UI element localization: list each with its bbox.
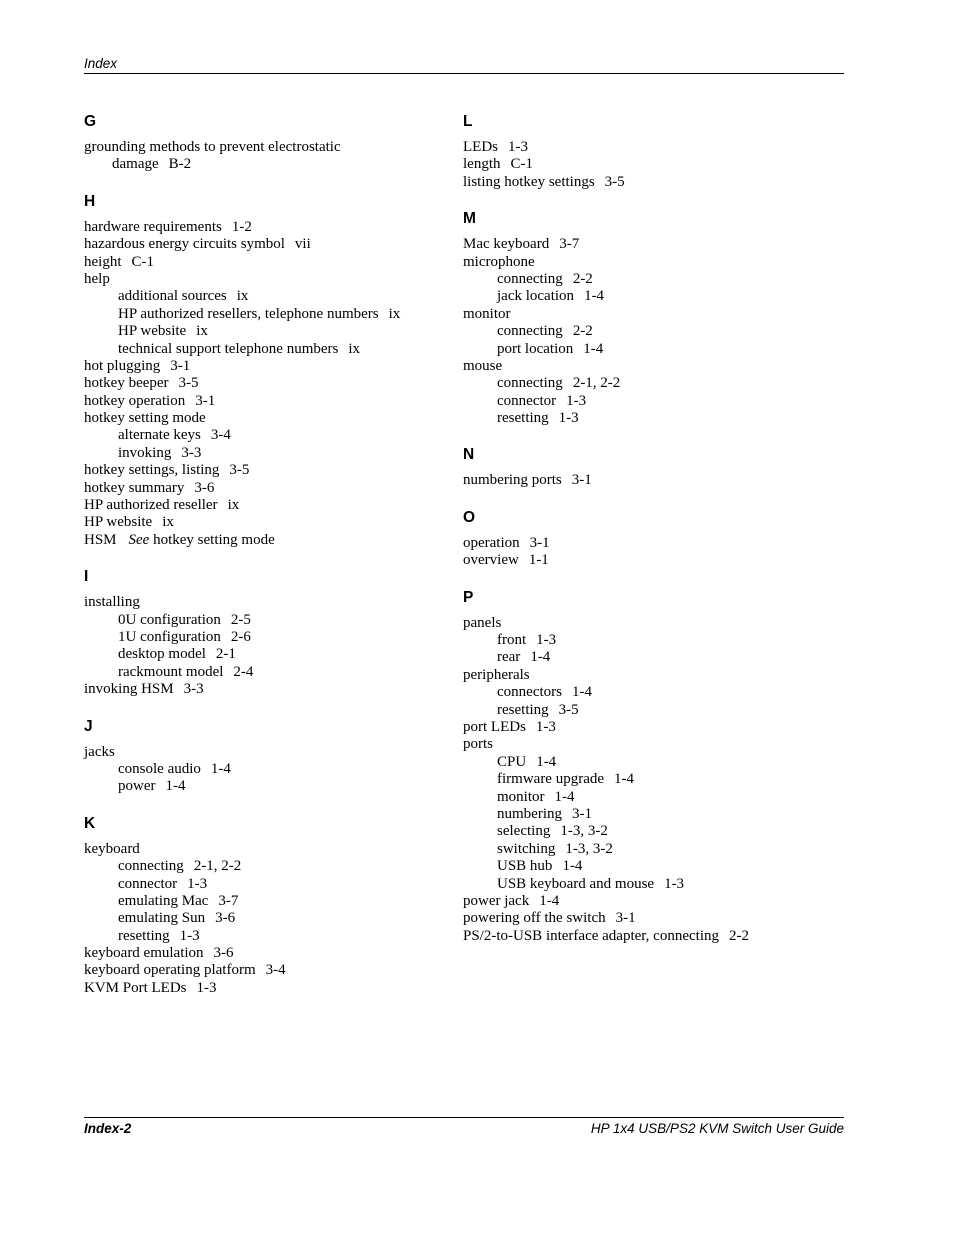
entry-text: keyboard [84,840,140,857]
index-subentry [463,632,833,649]
index-subentry [463,684,833,701]
index-entry [84,594,454,611]
entry-text: HP authorized reseller [84,497,218,514]
page-ref: 1-3 [196,979,217,996]
index-entry [463,358,833,375]
page-ref: 1-3, 3-2 [560,823,608,840]
entry-text: hotkey beeper [84,375,169,392]
entry-text: port location [497,340,574,357]
index-entry [463,139,833,156]
index-entry-continuation [84,156,454,173]
index-subentry [84,445,454,462]
page-ref: ix [162,514,174,531]
section-letter: J [84,717,93,735]
entry-text: height [84,253,122,270]
page-ref: 2-1, 2-2 [572,375,621,392]
index-subentry [84,858,454,875]
page-ref: 3-6 [213,945,234,962]
entry-text: connecting [497,270,563,287]
page-ref: 1-4 [614,771,635,788]
index-entry [463,719,833,736]
index-subentry [463,789,833,806]
page-ref: 3-4 [210,427,231,444]
index-entry [463,472,833,489]
entry-text: keyboard emulation [84,945,204,962]
index-subentry [84,761,454,778]
entry-text: USB hub [497,858,553,875]
entry-text: power jack [463,892,530,909]
index-subentry [84,341,454,358]
entry-text: ports [463,736,493,753]
entry-text: powering off the switch [463,910,606,927]
entry-text: connector [118,875,178,892]
index-column-left [84,110,454,1013]
section-letter: O [463,508,476,526]
index-entry [84,532,454,549]
page-ref: 2-2 [572,270,593,287]
page-ref: 3-7 [559,236,580,253]
index-column-right [463,110,833,961]
page-ref: 3-5 [178,375,199,392]
page-ref: 3-1 [615,910,636,927]
footer-page-number: Index-2 [84,1121,132,1136]
index-entry [463,254,833,271]
entry-text: hot plugging [84,357,161,374]
page-ref: C-1 [131,253,154,270]
entry-text: connector [497,392,557,409]
entry-text: installing [84,594,140,611]
entry-text: numbering ports [463,472,562,489]
index-subentry [463,288,833,305]
index-entry [84,462,454,479]
index-subentry [84,612,454,629]
page-ref: 2-1, 2-2 [193,858,242,875]
index-entry [84,410,454,427]
index-entry [463,174,833,191]
page-ref: 1-3 [536,632,557,649]
entry-text: jacks [84,743,115,760]
entry-text: overview [463,552,519,569]
index-section-n [463,443,833,489]
entry-text: emulating Mac [118,892,209,909]
index-entry [463,667,833,684]
entry-text: help [84,270,110,287]
page-ref: 1-4 [583,340,604,357]
entry-text: monitor [463,305,511,322]
index-subentry [84,629,454,646]
entry-text: rackmount model [118,663,224,680]
entry-text: hazardous energy circuits symbol [84,236,285,253]
page-ref: 3-7 [218,892,239,909]
entry-text: HP website [84,514,153,531]
index-entry [463,893,833,910]
entry-text: rear [497,649,521,666]
index-subentry [463,393,833,410]
section-letter: G [84,113,97,130]
entry-text: CPU [497,753,527,770]
index-section-p [463,586,833,945]
entry-text: connecting [497,323,563,340]
entry-text: technical support telephone numbers [118,340,339,357]
entry-text: selecting [497,823,551,840]
page-ref: 1-4 [165,778,186,795]
page-ref: vii [294,236,311,253]
index-subentry [463,323,833,340]
index-entry [84,980,454,997]
page-ref: 1-2 [231,218,252,235]
page-ref: 2-2 [729,927,749,944]
index-subentry [84,646,454,663]
index-subentry [463,410,833,427]
page-ref: 3-1 [572,805,592,822]
page-ref: 1-4 [571,684,592,701]
entry-text: resetting [497,701,549,718]
section-letter: P [463,588,474,606]
entry-text: panels [463,614,502,631]
index-entry [84,962,454,979]
index-section-m [463,207,833,427]
index-section-i [84,565,454,698]
see-reference-label: See [128,531,150,548]
entry-text: hotkey settings, listing [84,462,220,479]
entry-text: grounding methods to prevent electrostatic [84,139,341,155]
entry-text: length [463,156,501,173]
entry-text: connectors [497,684,562,701]
entry-text: numbering [497,805,562,822]
entry-text: HSM [84,531,117,548]
entry-text: desktop model [118,646,206,663]
index-entry [84,514,454,531]
index-entry [84,497,454,514]
entry-text: additional sources [118,288,227,305]
entry-text: Mac keyboard [463,236,550,253]
entry-text: connecting [497,375,563,392]
entry-text: port LEDs [463,718,526,735]
entry-text: USB keyboard and mouse [497,875,655,892]
index-subentry [463,702,833,719]
index-entry [84,254,454,271]
index-entry [84,945,454,962]
page-ref: 3-1 [195,392,216,409]
entry-text: peripherals [463,666,530,683]
page-ref: 3-1 [529,534,550,551]
page-ref: 1-3 [664,875,685,892]
page-ref: 3-5 [558,701,579,718]
index-subentry [84,910,454,927]
index-subentry [463,858,833,875]
entry-text: invoking HSM [84,681,174,698]
entry-text: hotkey summary [84,479,185,496]
index-section-o [463,506,833,570]
page-ref: ix [227,497,240,514]
entry-text: mouse [463,357,503,374]
page-ref: 1-3 [558,410,579,427]
index-entry [84,744,454,761]
page-ref: 3-5 [229,462,250,479]
page-ref: ix [236,288,249,305]
page-ref: 3-1 [170,357,191,374]
index-entry [84,219,454,236]
entry-text: hardware requirements [84,218,222,235]
index-section-h [84,190,454,549]
page-ref: 3-1 [571,472,592,489]
entry-text: invoking [118,444,172,461]
index-entry [463,156,833,173]
page-ref: 2-1 [215,646,236,663]
section-letter: K [84,814,96,832]
entry-text: resetting [497,410,549,427]
entry-text: console audio [118,760,201,777]
page-ref: 1-4 [562,858,583,875]
page-ref: 1-4 [584,288,605,305]
page-ref: 2-6 [230,628,251,645]
index-entry [84,841,454,858]
entry-text: switching [497,840,556,857]
index-subentry [84,778,454,795]
index-entry [463,306,833,323]
page-ref: 3-4 [265,962,286,979]
entry-text: front [497,632,527,649]
entry-text: operation [463,534,520,551]
index-section-k [84,812,454,998]
header-rule [84,73,844,74]
section-letter: I [84,568,89,586]
entry-text: listing hotkey settings [463,173,595,190]
index-subentry [463,876,833,893]
entry-text: LEDs [463,139,498,155]
index-entry [84,393,454,410]
index-subentry [84,288,454,305]
index-subentry [84,323,454,340]
index-entry [84,139,454,156]
index-entry [463,236,833,253]
page-ref: 3-3 [183,681,204,698]
page-ref: ix [348,340,361,357]
index-subentry [463,841,833,858]
running-header: Index [84,56,118,71]
page-ref: 1-3, 3-2 [565,840,613,857]
section-letter: N [463,446,475,464]
index-subentry [84,306,454,323]
page-ref: 1-3 [566,392,587,409]
index-subentry [84,928,454,945]
index-entry [84,358,454,375]
entry-text: jack location [497,288,575,305]
entry-text: HP website [118,323,187,340]
page-ref: 1-4 [210,760,231,777]
entry-text: emulating Sun [118,910,206,927]
index-entry [463,535,833,552]
page-ref: 1-3 [187,875,208,892]
index-entry [463,615,833,632]
index-section-j [84,715,454,796]
footer-rule [84,1117,844,1118]
entry-text: KVM Port LEDs [84,979,187,996]
index-subentry [84,876,454,893]
page-ref: ix [196,323,208,340]
page-ref: 3-3 [181,444,202,461]
page-ref: B-2 [168,156,192,173]
page-ref: 1-3 [508,139,528,155]
index-subentry [463,823,833,840]
entry-text: keyboard operating platform [84,962,256,979]
index-subentry [463,271,833,288]
index-entry [463,736,833,753]
page-ref: 1-1 [528,552,549,569]
index-subentry [84,427,454,444]
index-section-l [463,110,833,191]
entry-text: alternate keys [118,427,201,444]
entry-text: PS/2-to-USB interface adapter, connecting [463,927,719,944]
index-section-g [84,110,454,174]
page-ref: 2-5 [230,611,251,628]
index-entry [463,928,833,945]
entry-text: power [118,778,156,795]
page-ref: 2-4 [233,663,254,680]
entry-text: damage [112,156,159,173]
entry-text: 0U configuration [118,611,221,628]
index-subentry [463,649,833,666]
entry-text: resetting [118,927,170,944]
page-ref: ix [388,305,401,322]
page-ref: 1-4 [530,649,551,666]
index-subentry [463,341,833,358]
page-ref: 1-3 [535,718,556,735]
index-entry [463,552,833,569]
index-subentry [463,754,833,771]
index-entry [463,910,833,927]
see-reference-target: hotkey setting mode [153,531,275,548]
page-ref: 3-6 [215,910,236,927]
entry-text: monitor [497,788,545,805]
index-entry [84,480,454,497]
index-entry [84,271,454,288]
index-subentry [84,893,454,910]
section-letter: L [463,113,473,130]
index-subentry [463,806,833,823]
entry-text: HP authorized resellers, telephone numbers [118,305,379,322]
index-subentry [463,375,833,392]
index-subentry [463,771,833,788]
entry-text: hotkey operation [84,392,186,409]
footer-document-title: HP 1x4 USB/PS2 KVM Switch User Guide [590,1121,844,1136]
index-entry [84,375,454,392]
section-letter: H [84,192,96,210]
index-entry [84,236,454,253]
page-ref: 1-3 [179,927,200,944]
index-subentry [84,664,454,681]
page-ref: 3-5 [604,173,625,190]
page-ref: 1-4 [539,892,560,909]
entry-text: hotkey setting mode [84,410,206,427]
page-ref: 1-4 [554,788,575,805]
page-ref: 3-6 [194,479,215,496]
entry-text: 1U configuration [118,628,221,645]
page-ref: 2-2 [572,323,593,340]
entry-text: microphone [463,253,535,270]
entry-text: firmware upgrade [497,771,605,788]
index-entry [84,681,454,698]
entry-text: connecting [118,858,184,875]
section-letter: M [463,210,476,228]
page-ref: C-1 [510,156,533,173]
page-ref: 1-4 [536,753,557,770]
